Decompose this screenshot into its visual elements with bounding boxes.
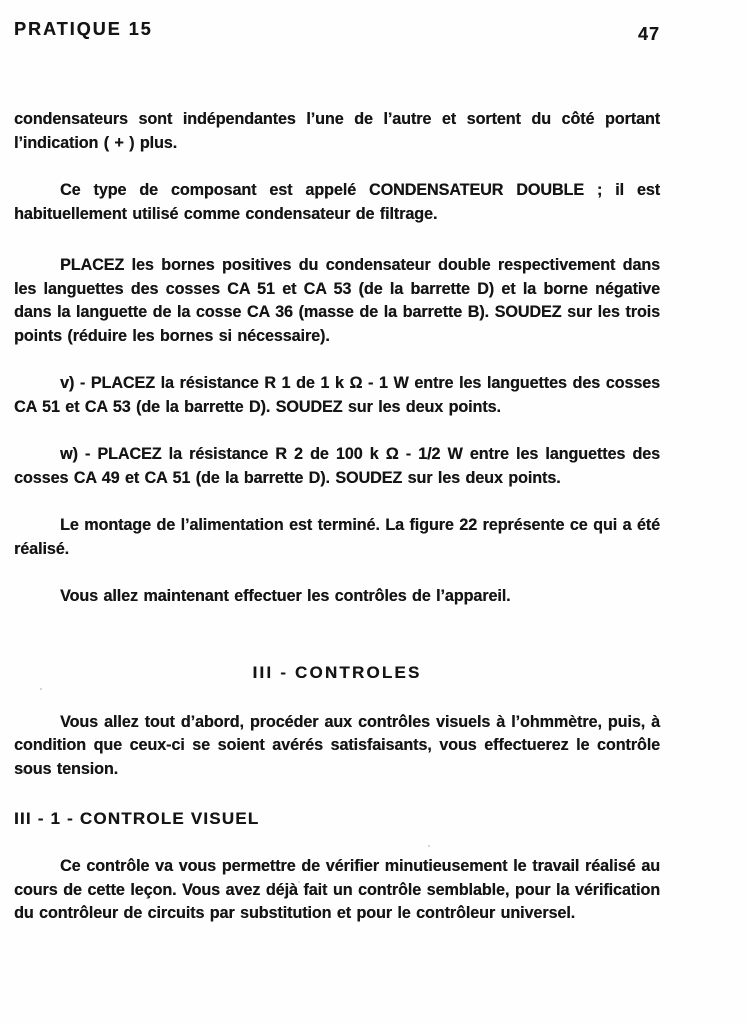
paragraph-controles-visuels: Vous allez tout d’abord, procéder aux contrôles visuels à l’ohmmètre, puis, à condition que ceux-ci se soient avérés satisfaisants, vous effectuerez le contrôle sous tension.	[14, 712, 660, 778]
scan-speck	[298, 881, 300, 883]
paragraph-condensateur-double: Ce type de composant est appelé CONDENSATEUR DOUBLE ; il est habituellement utilisé comme condensateur de filtrage.	[14, 181, 660, 223]
page-number: 47	[637, 24, 660, 44]
scan-speck	[22, 770, 25, 773]
paragraph-placez-bornes: PLACEZ les bornes positives du condensateur double respectivement dans les languettes des cosses CA 51 et CA 53 (de la barrette D) et la borne négative dans la languette de la cosse CA 36 (masse de la barrette B). SOUDEZ sur les trois points (réduire les bornes si nécessaire).	[14, 256, 660, 345]
paragraph-controle-explication: Ce contrôle va vous permettre de vérifier minutieusement le travail réalisé au cours de cette leçon. Vous avez déjà fait un contrôle semblable, pour la vérification du contrôleur de circuits par substitution et pour le contrôleur universel.	[14, 857, 660, 922]
paragraph-continuation: condensateurs sont indépendantes l’une de l’autre et sortent du côté portant l’indication ( + ) plus.	[14, 110, 660, 152]
paragraph-controles-intro: Vous allez maintenant effectuer les contrôles de l’appareil.	[60, 587, 511, 605]
paragraph-step-v: v) - PLACEZ la résistance R 1 de 1 k Ω - 1 W entre les languettes des cosses CA 51 et CA 53 (de la barrette D). SOUDEZ sur les deux points.	[14, 374, 660, 416]
paragraph-montage-termine: Le montage de l’alimentation est terminé. La figure 22 représente ce qui a été réalisé.	[14, 516, 660, 558]
paragraph-step-w: w) - PLACEZ la résistance R 2 de 100 k Ω - 1/2 W entre les languettes des cosses CA 49 et CA 51 (de la barrette D). SOUDEZ sur les deux points.	[14, 445, 660, 487]
section-heading-controles: III - CONTROLES	[252, 662, 422, 682]
subsection-heading-controle-visuel: III - 1 - CONTROLE VISUEL	[14, 809, 260, 828]
running-title: PRATIQUE 15	[14, 19, 153, 39]
page-header	[14, 18, 660, 44]
scan-speck	[40, 688, 42, 690]
scan-speck	[428, 845, 430, 847]
